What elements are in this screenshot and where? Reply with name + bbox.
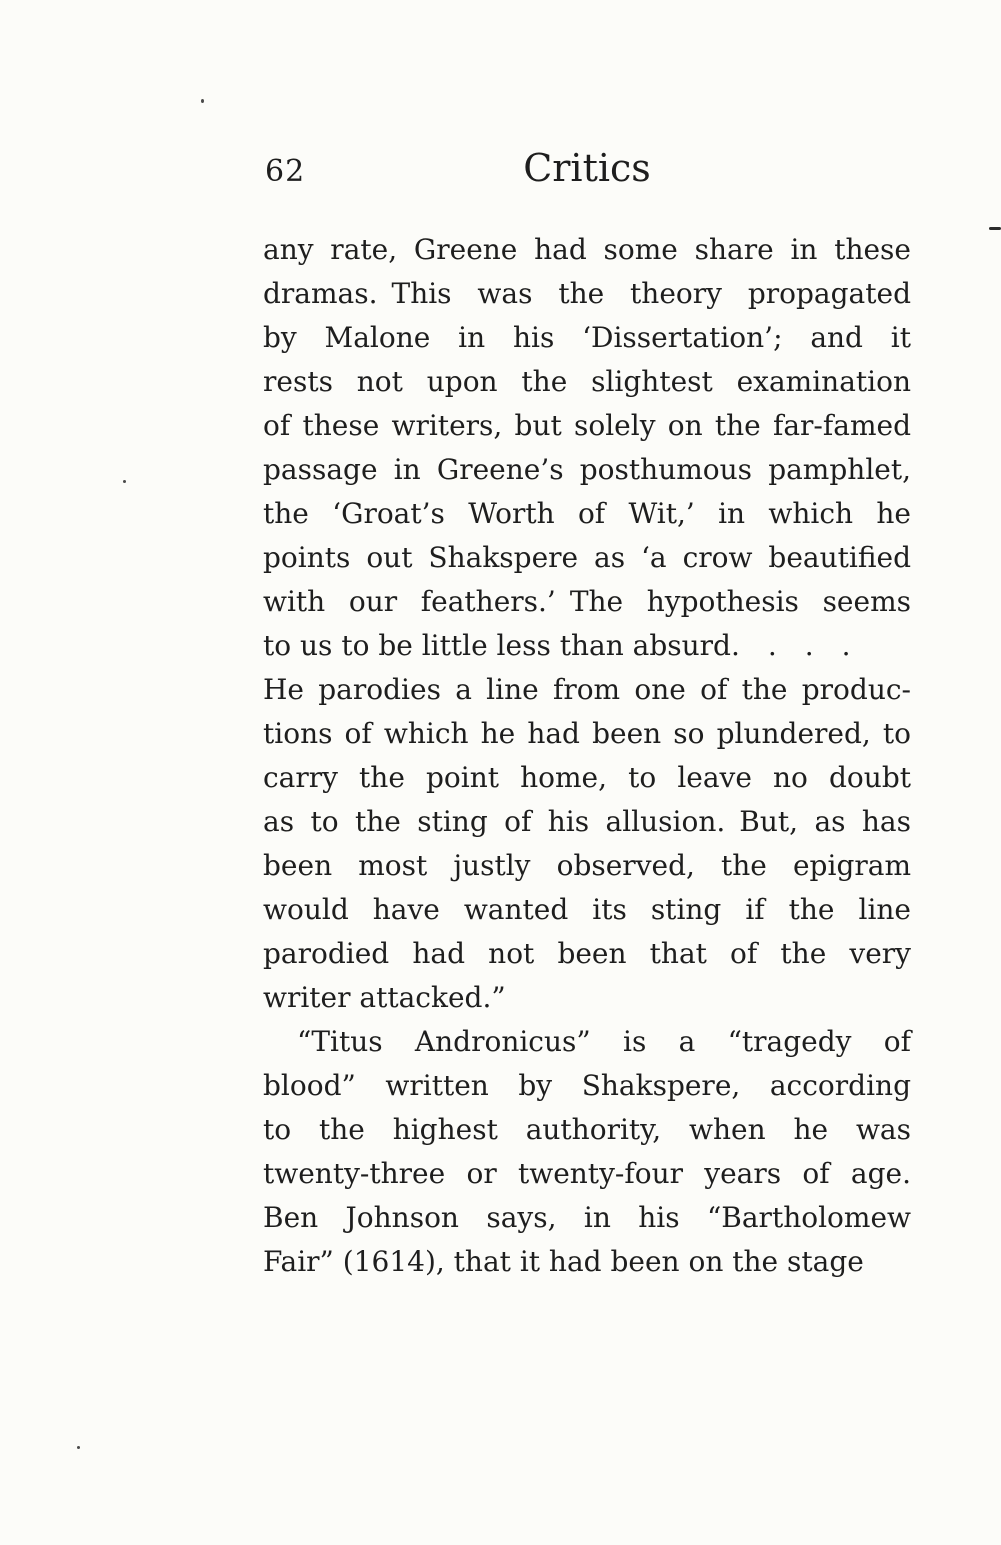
paragraph (263, 668, 911, 1020)
text-line: been most justly observed, the epigram (263, 849, 911, 882)
text-line: to us to be little less than absurd. . . . (263, 629, 851, 662)
text-block (263, 146, 911, 1284)
scan-speck (123, 480, 126, 483)
text-line: carry the point home, to leave no doubt (263, 761, 911, 794)
text-line: the ‘Groat’s Worth of Wit,’ in which he (263, 497, 911, 530)
text-line: with our feathers.’ The hypothesis seems (263, 585, 911, 618)
text-line: dramas. This was the theory propagated (263, 277, 911, 310)
text-line: parodied had not been that of the very (263, 937, 911, 970)
text-line: would have wanted its sting if the line (263, 893, 911, 926)
text-line: points out Shakspere as ‘a crow beautified (263, 541, 911, 574)
text-line: “Titus Andronicus” is a “tragedy of (297, 1025, 911, 1058)
text-line: passage in Greene’s posthumous pamphlet, (263, 453, 911, 486)
page-title: Critics (523, 146, 651, 190)
text-line: Fair” (1614), that it had been on the stage (263, 1245, 864, 1278)
text-line: writer attacked.” (263, 981, 506, 1014)
text-line: rests not upon the slightest examination (263, 365, 911, 398)
text-line: to the highest authority, when he was (263, 1113, 911, 1146)
text-line: Ben Johnson says, in his “Bartholomew (263, 1201, 911, 1234)
page-header (263, 146, 911, 204)
text-line: as to the sting of his allusion. But, as has (263, 805, 911, 838)
text-line: He parodies a line from one of the produc- (263, 673, 911, 706)
scan-edge-mark (989, 227, 1001, 230)
text-line: blood” written by Shakspere, according (263, 1069, 911, 1102)
page-number: 62 (265, 154, 306, 189)
text-line: any rate, Greene had some share in these (263, 233, 911, 266)
paragraph (263, 1020, 911, 1284)
scan-speck (77, 1446, 80, 1449)
body-text (263, 228, 911, 1284)
text-line: tions of which he had been so plundered, to (263, 717, 911, 750)
text-line: twenty-three or twenty-four years of age. (263, 1157, 911, 1190)
scan-speck (201, 99, 204, 103)
text-line: of these writers, but solely on the far-famed (263, 409, 911, 442)
paragraph (263, 228, 911, 668)
text-line: by Malone in his ‘Dissertation’; and it (263, 321, 911, 354)
